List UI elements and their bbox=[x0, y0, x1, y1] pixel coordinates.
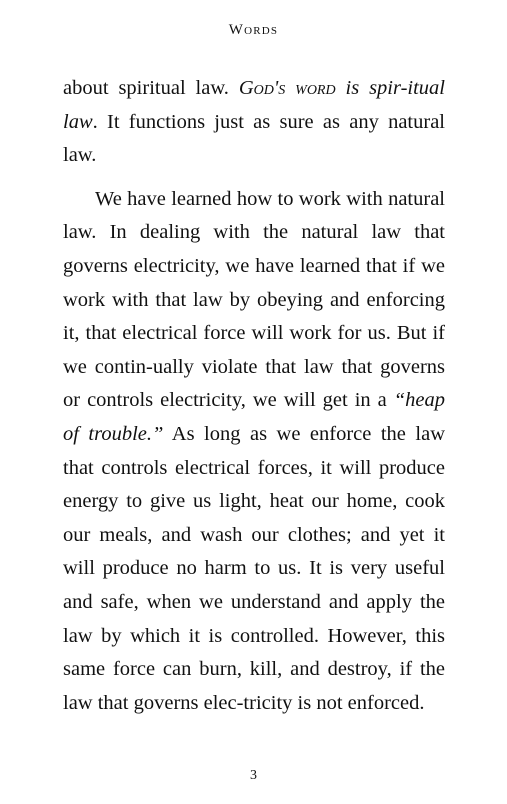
paragraph-2 bbox=[63, 183, 445, 721]
text-run: about spiritual law. bbox=[63, 77, 239, 99]
text-run: . It functions just as sure as any natural law. bbox=[63, 110, 445, 167]
running-head: Words bbox=[228, 22, 279, 38]
page-number: 3 bbox=[250, 768, 257, 783]
emphasis-italic: itual law bbox=[63, 77, 445, 133]
text-run: We have learned how to work with natural law. In dealing with the natural law that governs electricity, we have learned that if we work with that law by obeying and enforcing it, that electrical force will work for us. But if we contin-ually violate that law that governs or controls electricity, we will get in a bbox=[63, 187, 445, 412]
body-text bbox=[63, 72, 445, 720]
emphasis-italic-quote: “heap of trouble.” bbox=[63, 389, 445, 445]
text-run: As long as we enforce the law that controls electrical forces, it will produce energy to give us light, heat our home, cook our meals, and wash our clothes; and yet it will produce no harm to us. It is very useful and safe, when we understand and apply the law by which it is controlled. However, this same force can burn, kill, and destroy, if the law that governs elec-tricity is not enforced. bbox=[63, 422, 445, 714]
emphasis-italic: is spir- bbox=[335, 77, 408, 99]
paragraph-1 bbox=[63, 72, 445, 173]
emphasis-small-caps: God's word bbox=[238, 77, 336, 99]
